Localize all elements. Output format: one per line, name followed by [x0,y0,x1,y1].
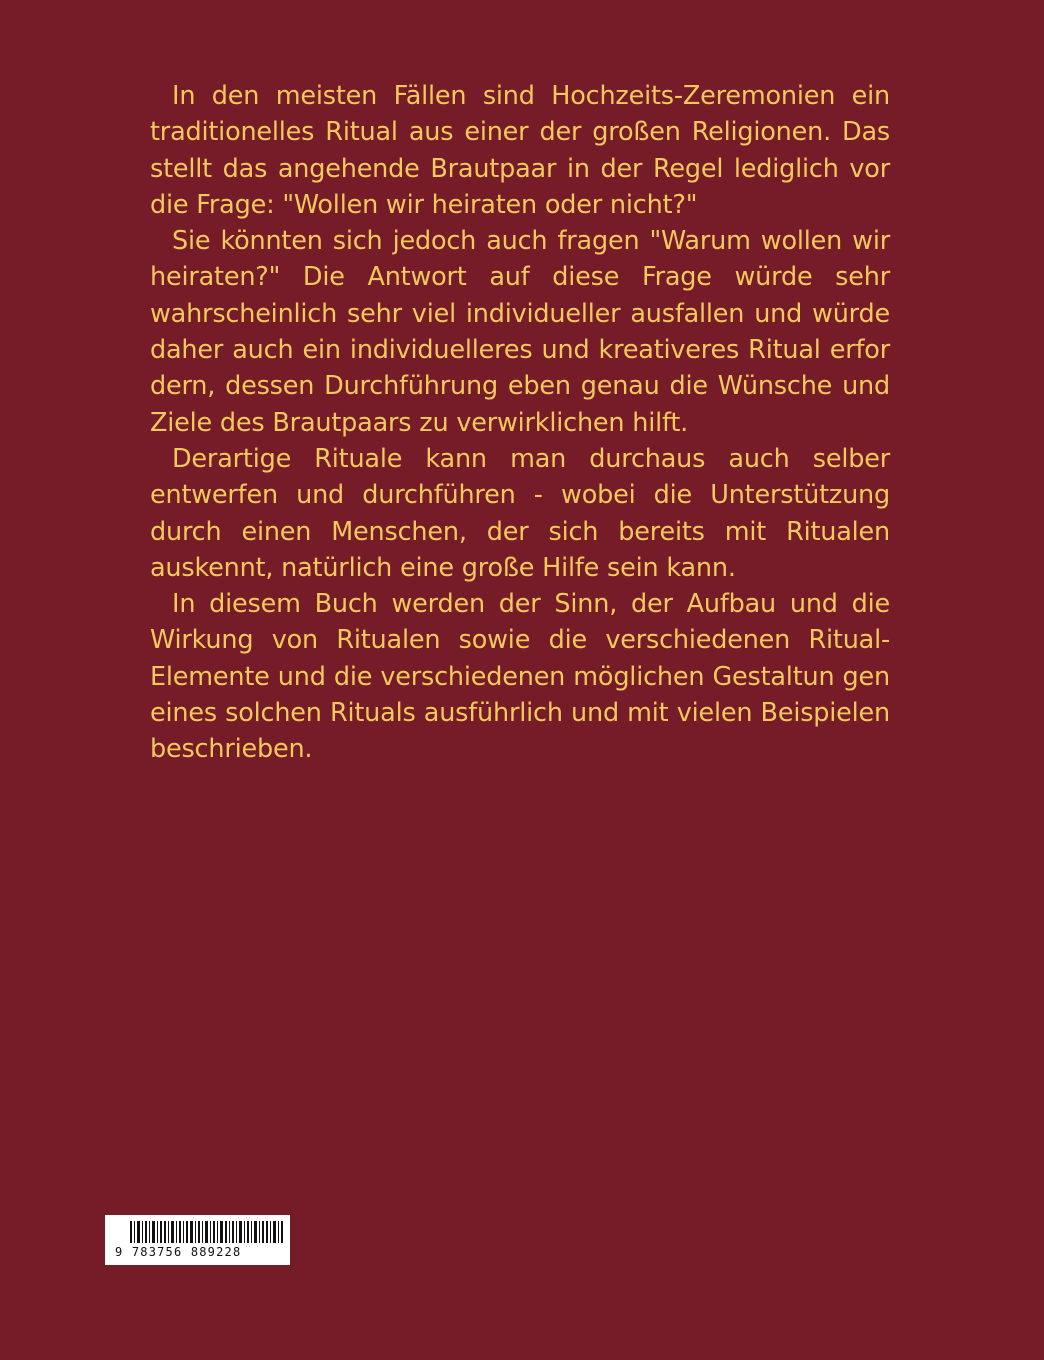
blurb-paragraph-1: In den meisten Fällen sind Hochzeits-Zeremonien ein traditionelles Ritual aus einer der großen Religionen. Das stellt das angehende Brautpaar in der Regel lediglich vor die Frage: "Wollen wir heiraten oder nicht?" [150,81,890,220]
isbn-barcode [105,1215,290,1265]
blurb-text [150,78,890,768]
blurb-paragraph-2: Sie könnten sich jedoch auch fragen "Warum wollen wir heiraten?" Die Antwort auf diese Frage würde sehr wahrscheinlich sehr viel individueller ausfallen und würde daher auch ein individuelleres und kreativeres Ritual erfor dern, dessen Durchführung eben genau die Wünsche und Ziele des Brautpaars zu verwirklichen hilft. [150,226,890,438]
isbn-digits: 9 783756 889228 [115,1245,242,1259]
blurb-paragraph-3: Derartige Rituale kann man durchaus auch selber entwerfen und durchführen - wobei die Unterstützung durch einen Menschen, der sich bereits mit Ritualen auskennt, natürlich eine große Hilfe sein kann. [150,443,890,583]
barcode-bars [130,1221,290,1243]
blurb-paragraph-4: In diesem Buch werden der Sinn, der Aufbau und die Wirkung von Ritualen sowie die verschiedenen Ritual-Elemente und die verschiedenen möglichen Gestaltun gen eines solchen Rituals ausführlich und mit vielen Beispielen beschrieben. [150,589,890,765]
